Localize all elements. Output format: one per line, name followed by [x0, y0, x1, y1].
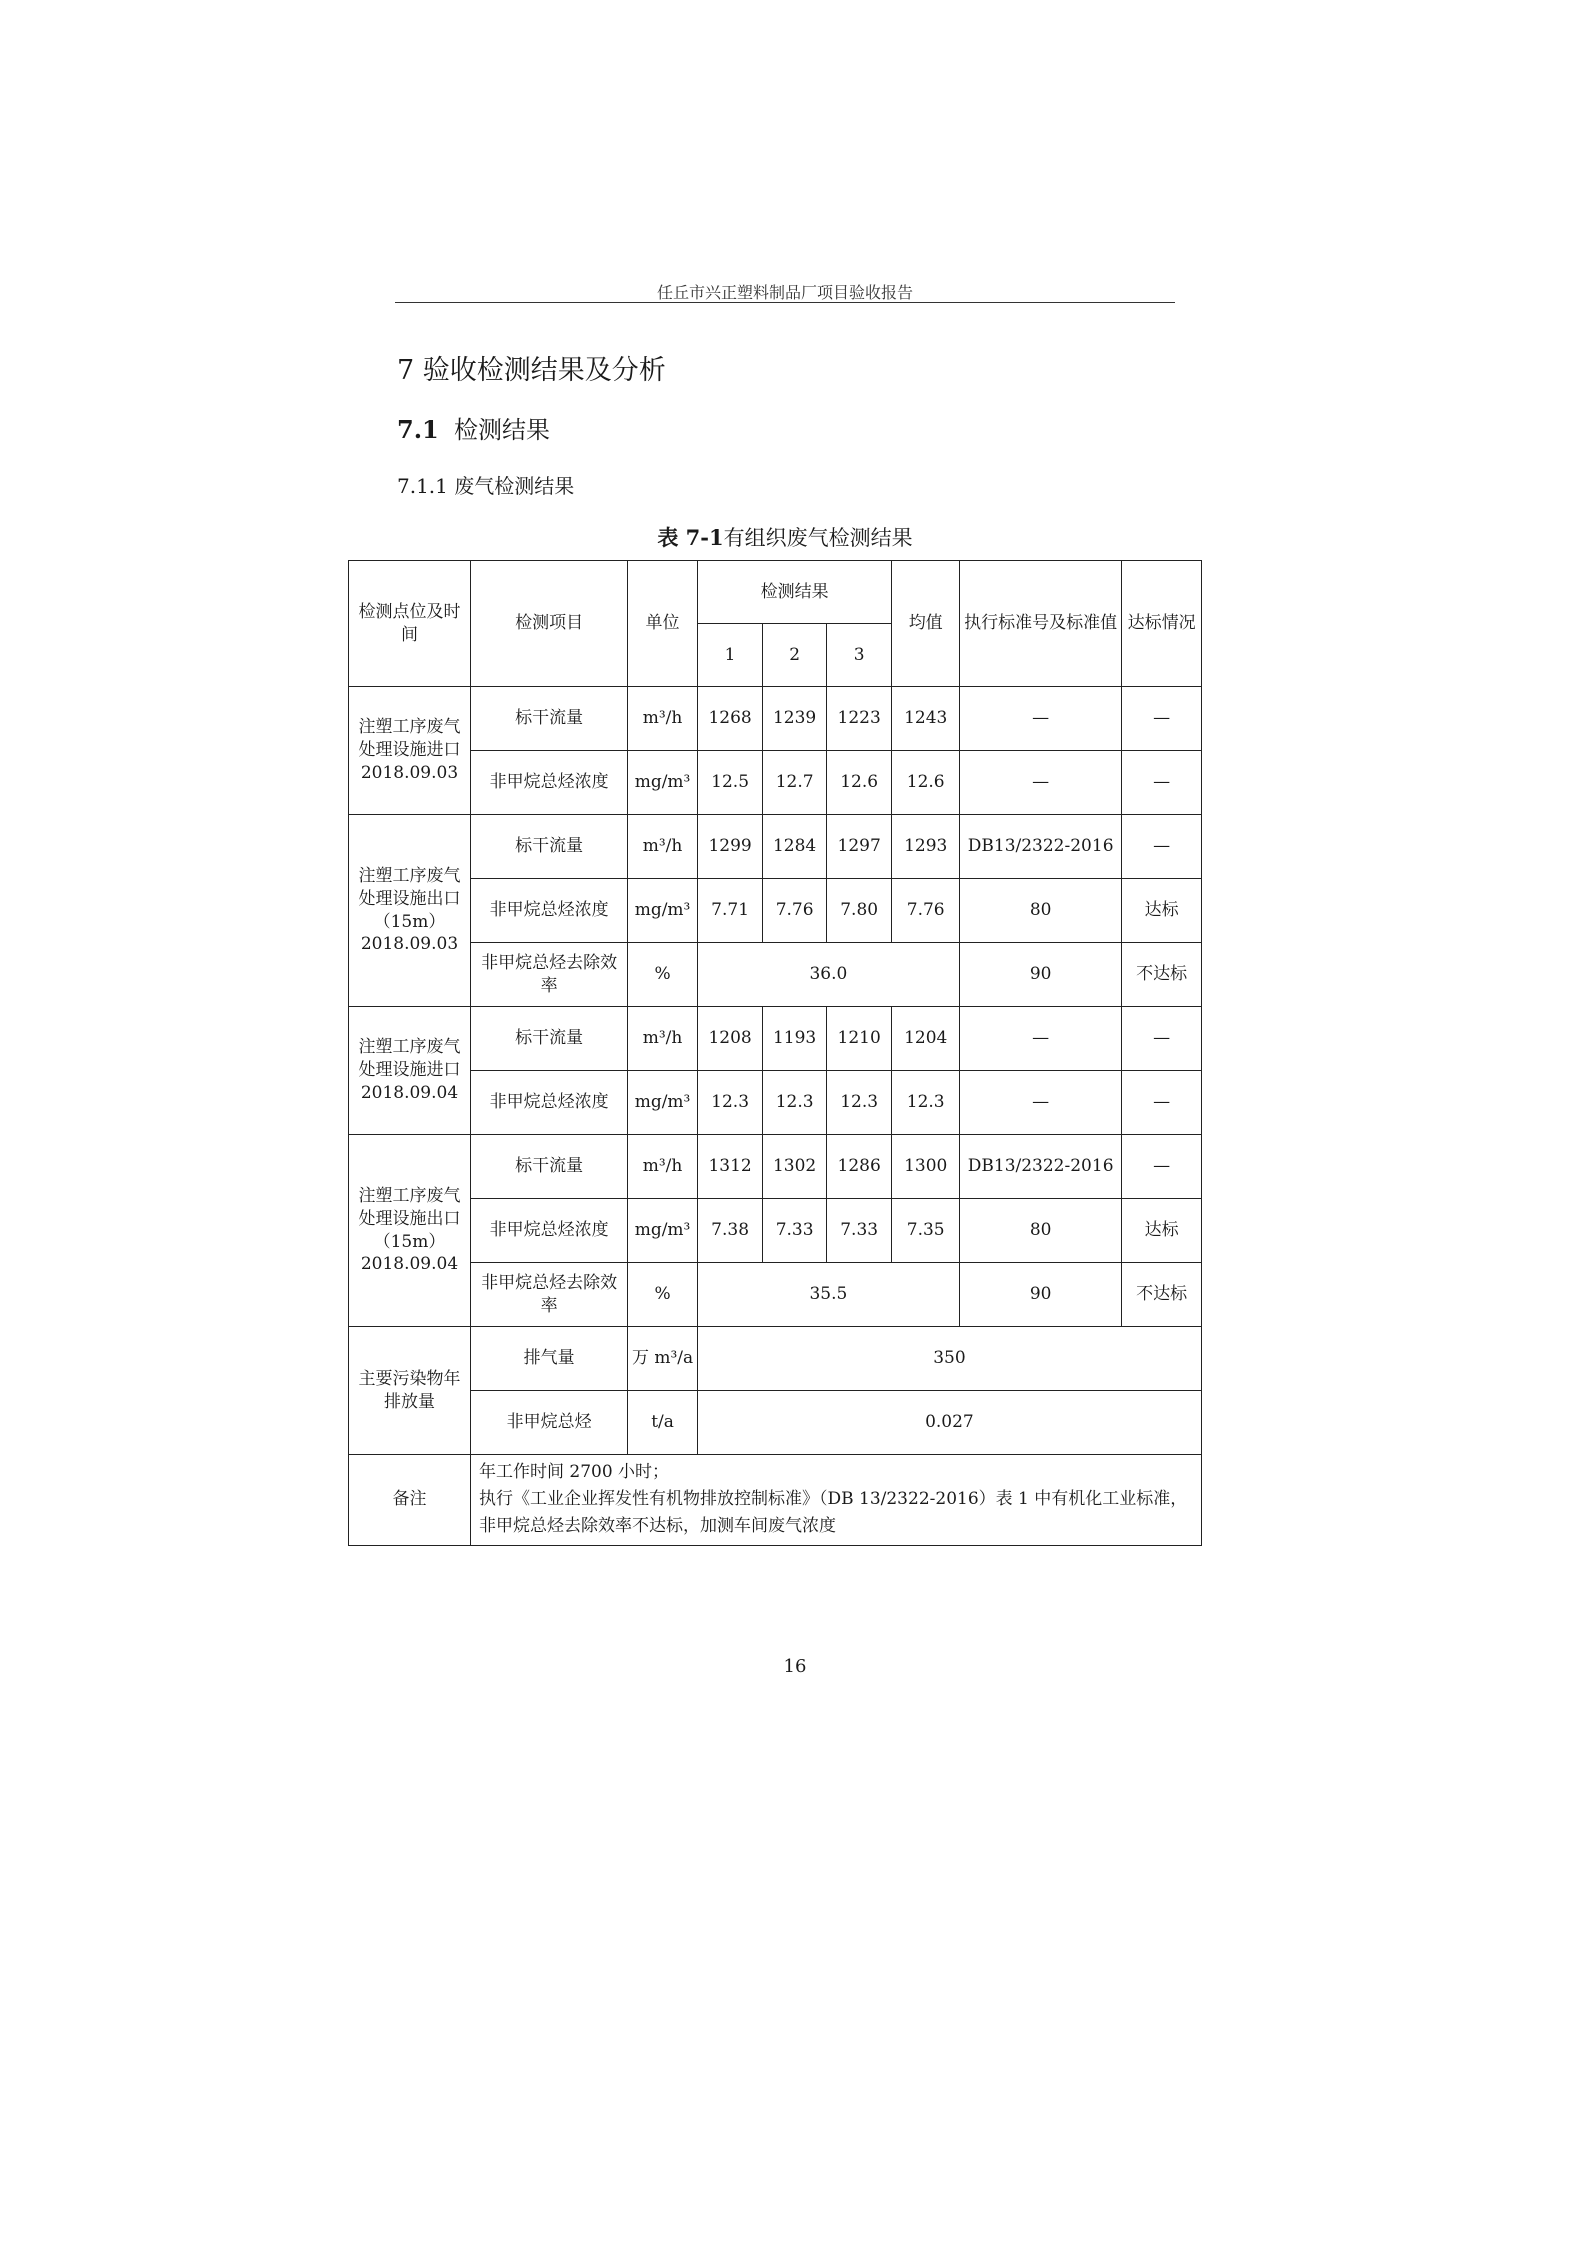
standard-cell: 80: [959, 1199, 1121, 1263]
subsection-number: 7.1: [397, 415, 439, 444]
header-r3: 3: [826, 624, 892, 687]
location-cell: 注塑工序废气处理设施出口（15m）2018.09.03: [349, 815, 471, 1007]
table-row: [349, 687, 1202, 751]
remark-line-2: 执行《工业企业挥发性有机物排放控制标准》（DB 13/2322-2016）表 1 中有机化工业标准，非甲烷总烃去除效率不达标，加测车间废气浓度: [478, 1489, 1188, 1537]
value-cell: 1284: [763, 815, 827, 879]
value-cell: 1302: [763, 1135, 827, 1199]
value-cell: 7.38: [697, 1199, 763, 1263]
removal-value-cell: 35.5: [697, 1263, 959, 1327]
status-cell: —: [1122, 1007, 1202, 1071]
header-status: 达标情况: [1122, 561, 1202, 687]
value-cell: 7.71: [697, 879, 763, 943]
page-number: 16: [783, 1656, 807, 1677]
status-cell: —: [1122, 751, 1202, 815]
value-cell: 1210: [826, 1007, 892, 1071]
annual-value-cell: 0.027: [697, 1391, 1201, 1455]
value-cell: 12.6: [826, 751, 892, 815]
standard-cell: —: [959, 1071, 1121, 1135]
unit-cell: mg/m³: [628, 1199, 698, 1263]
value-cell: 1312: [697, 1135, 763, 1199]
unit-cell: m³/h: [628, 815, 698, 879]
table-caption: [600, 522, 970, 552]
header-r1: 1: [697, 624, 763, 687]
unit-cell: m³/h: [628, 687, 698, 751]
value-cell: 7.33: [826, 1199, 892, 1263]
item-cell: 标干流量: [470, 687, 627, 751]
header-unit: 单位: [628, 561, 698, 687]
status-cell: 达标: [1122, 879, 1202, 943]
table-row: [349, 1455, 1202, 1546]
item-cell: 非甲烷总烃: [470, 1391, 627, 1455]
location-cell: 注塑工序废气处理设施进口2018.09.03: [349, 687, 471, 815]
status-cell: —: [1122, 1135, 1202, 1199]
location-cell: 注塑工序废气处理设施出口（15m）2018.09.04: [349, 1135, 471, 1327]
table-row: [349, 1391, 1202, 1455]
item-cell: 标干流量: [470, 1135, 627, 1199]
table-row: [349, 1071, 1202, 1135]
item-cell: 标干流量: [470, 815, 627, 879]
table-row: [349, 815, 1202, 879]
value-cell: 1299: [697, 815, 763, 879]
item-cell: 非甲烷总烃浓度: [470, 751, 627, 815]
average-cell: 1243: [892, 687, 960, 751]
removal-value-cell: 36.0: [697, 943, 959, 1007]
value-cell: 1286: [826, 1135, 892, 1199]
item-cell: 标干流量: [470, 1007, 627, 1071]
subsubsection-heading: 7.1.1 废气检测结果: [397, 474, 575, 498]
unit-cell: mg/m³: [628, 879, 698, 943]
header-rule: [395, 302, 1175, 303]
value-cell: 7.80: [826, 879, 892, 943]
unit-cell: %: [628, 943, 698, 1007]
table-row: [349, 751, 1202, 815]
item-cell: 非甲烷总烃浓度: [470, 1071, 627, 1135]
average-cell: 12.6: [892, 751, 960, 815]
item-cell: 非甲烷总烃去除效率: [470, 1263, 627, 1327]
header-item: 检测项目: [470, 561, 627, 687]
standard-cell: DB13/2322-2016: [959, 815, 1121, 879]
table-row: [349, 943, 1202, 1007]
value-cell: 1193: [763, 1007, 827, 1071]
status-cell: 不达标: [1122, 943, 1202, 1007]
header-results: 检测结果: [697, 561, 892, 624]
subsection-text: 检测结果: [454, 416, 551, 444]
average-cell: 7.35: [892, 1199, 960, 1263]
item-cell: 排气量: [470, 1327, 627, 1391]
section-heading: 7 验收检测结果及分析: [397, 355, 666, 386]
standard-cell: —: [959, 751, 1121, 815]
average-cell: 1293: [892, 815, 960, 879]
standard-cell: —: [959, 687, 1121, 751]
unit-cell: m³/h: [628, 1007, 698, 1071]
value-cell: 7.76: [763, 879, 827, 943]
status-cell: 不达标: [1122, 1263, 1202, 1327]
header-r2: 2: [763, 624, 827, 687]
value-cell: 1208: [697, 1007, 763, 1071]
unit-cell: %: [628, 1263, 698, 1327]
standard-cell: 90: [959, 943, 1121, 1007]
value-cell: 7.33: [763, 1199, 827, 1263]
header-standard: 执行标准号及标准值: [959, 561, 1121, 687]
standard-cell: 90: [959, 1263, 1121, 1327]
unit-cell: t/a: [628, 1391, 698, 1455]
value-cell: 12.5: [697, 751, 763, 815]
annual-label-cell: 主要污染物年排放量: [349, 1327, 471, 1455]
average-cell: 1300: [892, 1135, 960, 1199]
table-header-row: [349, 561, 1202, 624]
header-location: 检测点位及时间: [349, 561, 471, 687]
value-cell: 12.3: [697, 1071, 763, 1135]
header-average: 均值: [892, 561, 960, 687]
remark-text-cell: [470, 1455, 1201, 1546]
status-cell: —: [1122, 1071, 1202, 1135]
average-cell: 1204: [892, 1007, 960, 1071]
unit-cell: m³/h: [628, 1135, 698, 1199]
remark-line-1: 年工作时间 2700 小时；: [478, 1462, 670, 1482]
table-row: [349, 1007, 1202, 1071]
standard-cell: —: [959, 1007, 1121, 1071]
table-row: [349, 1327, 1202, 1391]
value-cell: 12.7: [763, 751, 827, 815]
value-cell: 1268: [697, 687, 763, 751]
table-row: [349, 1135, 1202, 1199]
running-header: 任丘市兴正塑料制品厂项目验收报告: [656, 283, 913, 302]
value-cell: 1239: [763, 687, 827, 751]
unit-cell: 万 m³/a: [628, 1327, 698, 1391]
status-cell: 达标: [1122, 1199, 1202, 1263]
remark-label-cell: 备注: [349, 1455, 471, 1546]
value-cell: 12.3: [763, 1071, 827, 1135]
value-cell: 1297: [826, 815, 892, 879]
status-cell: —: [1122, 687, 1202, 751]
item-cell: 非甲烷总烃浓度: [470, 879, 627, 943]
annual-value-cell: 350: [697, 1327, 1201, 1391]
average-cell: 12.3: [892, 1071, 960, 1135]
location-cell: 注塑工序废气处理设施进口2018.09.04: [349, 1007, 471, 1135]
value-cell: 12.3: [826, 1071, 892, 1135]
results-table: [348, 560, 1202, 1546]
item-cell: 非甲烷总烃去除效率: [470, 943, 627, 1007]
standard-cell: 80: [959, 879, 1121, 943]
average-cell: 7.76: [892, 879, 960, 943]
table-row: [349, 879, 1202, 943]
value-cell: 1223: [826, 687, 892, 751]
item-cell: 非甲烷总烃浓度: [470, 1199, 627, 1263]
table-title: 有组织废气检测结果: [723, 526, 913, 550]
table-number: 表 7-1: [657, 525, 724, 550]
unit-cell: mg/m³: [628, 751, 698, 815]
standard-cell: DB13/2322-2016: [959, 1135, 1121, 1199]
unit-cell: mg/m³: [628, 1071, 698, 1135]
table-row: [349, 1199, 1202, 1263]
table-row: [349, 1263, 1202, 1327]
status-cell: —: [1122, 815, 1202, 879]
subsection-heading: [397, 410, 550, 445]
